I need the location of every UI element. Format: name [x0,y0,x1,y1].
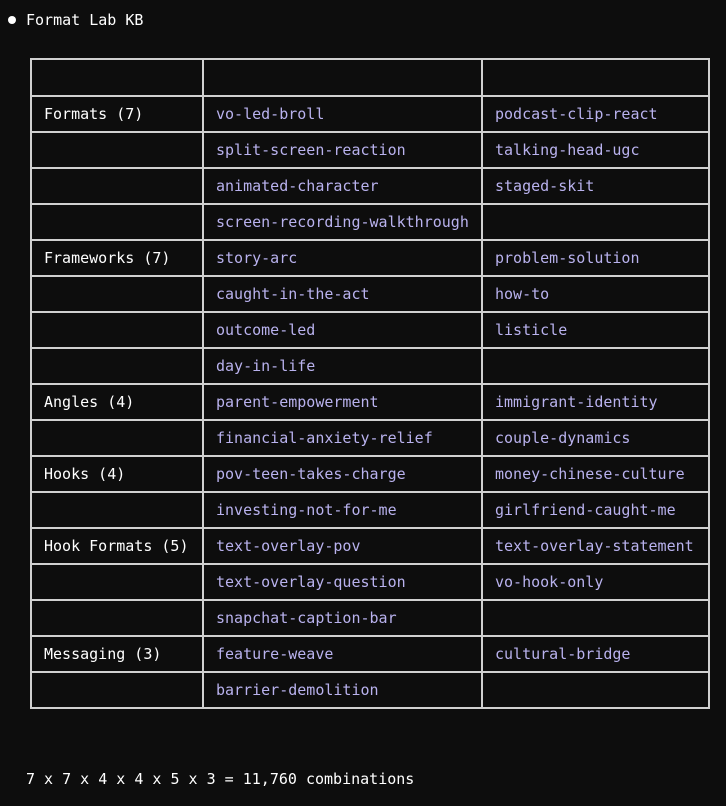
table-row [31,96,709,132]
item-cell-left: caught-in-the-act [203,276,482,312]
item-cell-left: snapchat-caption-bar [203,600,482,636]
item-cell-right: immigrant-identity [482,384,709,420]
combinations-summary: 7 x 7 x 4 x 4 x 5 x 3 = 11,760 combinations [26,770,415,788]
item-cell-left: text-overlay-pov [203,528,482,564]
table-row [31,168,709,204]
item-cell-right: money-chinese-culture [482,456,709,492]
category-cell [31,564,203,600]
item-cell-right: text-overlay-statement [482,528,709,564]
bullet-icon [8,16,16,24]
table-row [31,492,709,528]
category-cell [31,348,203,384]
category-cell [31,132,203,168]
category-cell: Hooks (4) [31,456,203,492]
table-header-cell [482,59,709,96]
table-row [31,600,709,636]
category-cell [31,276,203,312]
item-cell-right: cultural-bridge [482,636,709,672]
page-heading [8,10,143,30]
item-cell-right [482,348,709,384]
item-cell-right [482,204,709,240]
category-cell: Formats (7) [31,96,203,132]
category-cell [31,204,203,240]
item-cell-left: barrier-demolition [203,672,482,708]
table-body [31,96,709,708]
item-cell-left: screen-recording-walkthrough [203,204,482,240]
item-cell-right: staged-skit [482,168,709,204]
item-cell-left: outcome-led [203,312,482,348]
table-row [31,384,709,420]
table-row [31,276,709,312]
table-row [31,204,709,240]
table-header-cell [203,59,482,96]
category-cell [31,492,203,528]
item-cell-left: animated-character [203,168,482,204]
item-cell-right: couple-dynamics [482,420,709,456]
item-cell-right: podcast-clip-react [482,96,709,132]
category-cell: Hook Formats (5) [31,528,203,564]
table-row [31,528,709,564]
item-cell-right: talking-head-ugc [482,132,709,168]
category-cell [31,168,203,204]
table-row [31,348,709,384]
format-kb-table [30,58,710,709]
item-cell-right: listicle [482,312,709,348]
item-cell-left: day-in-life [203,348,482,384]
table-row [31,312,709,348]
category-cell [31,312,203,348]
item-cell-left: financial-anxiety-relief [203,420,482,456]
item-cell-right: girlfriend-caught-me [482,492,709,528]
table-row [31,636,709,672]
item-cell-left: investing-not-for-me [203,492,482,528]
category-cell: Frameworks (7) [31,240,203,276]
item-cell-left: vo-led-broll [203,96,482,132]
item-cell-left: story-arc [203,240,482,276]
item-cell-left: parent-empowerment [203,384,482,420]
item-cell-right [482,600,709,636]
item-cell-left: text-overlay-question [203,564,482,600]
table-header-row [31,59,709,96]
item-cell-right: how-to [482,276,709,312]
category-cell [31,420,203,456]
table-row [31,564,709,600]
item-cell-right: vo-hook-only [482,564,709,600]
category-cell [31,600,203,636]
category-cell: Angles (4) [31,384,203,420]
table-header-cell [31,59,203,96]
category-cell [31,672,203,708]
item-cell-right: problem-solution [482,240,709,276]
item-cell-left: feature-weave [203,636,482,672]
table-row [31,420,709,456]
page-title: Format Lab KB [26,11,144,29]
item-cell-left: pov-teen-takes-charge [203,456,482,492]
item-cell-right [482,672,709,708]
table-row [31,240,709,276]
item-cell-left: split-screen-reaction [203,132,482,168]
table-row [31,672,709,708]
category-cell: Messaging (3) [31,636,203,672]
table-row [31,132,709,168]
table-row [31,456,709,492]
